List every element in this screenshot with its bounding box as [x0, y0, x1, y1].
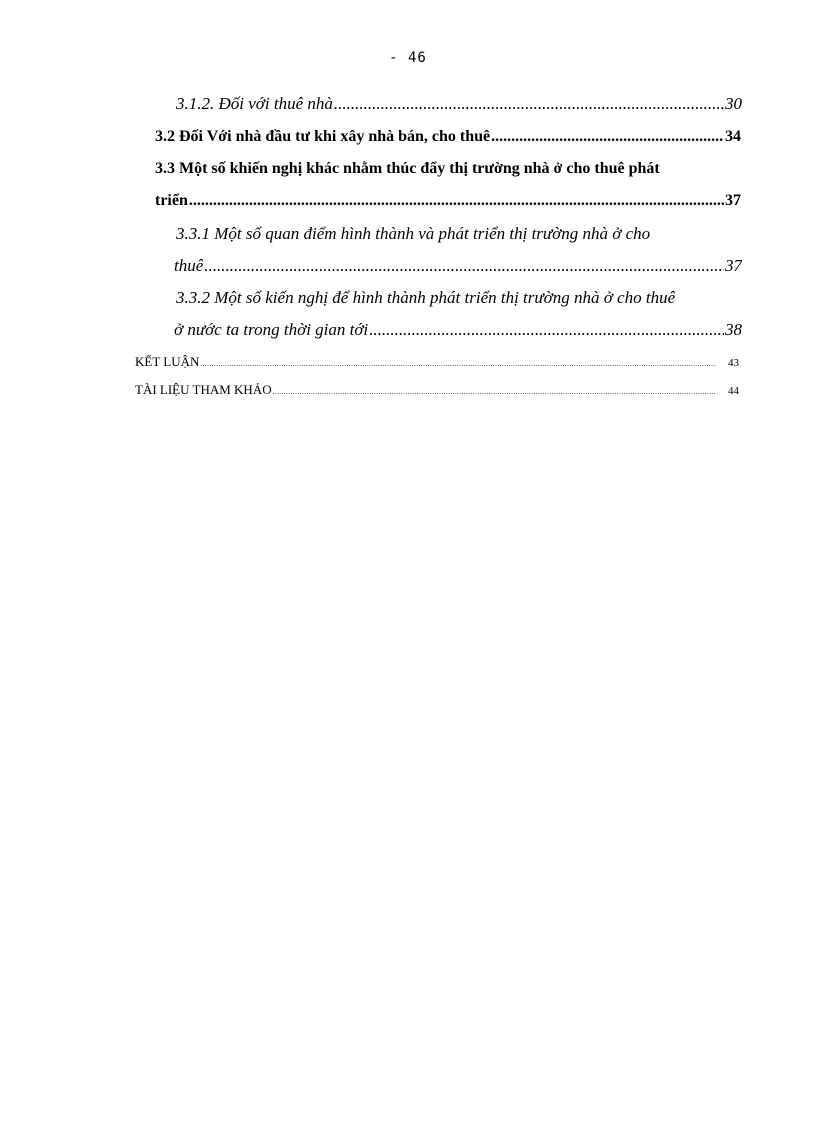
- toc-entry-3-3-2-line1[interactable]: 3.3.2 Một số kiến nghị để hình thành phát triển thị trường nhà ở cho thuê: [176, 288, 676, 307]
- toc-entry-ket-luan[interactable]: [135, 354, 739, 370]
- dot-leader: [189, 192, 724, 210]
- dot-leader: [204, 256, 724, 276]
- toc-entry-tai-lieu-tham-khao[interactable]: [135, 382, 739, 398]
- toc-entry-label: ở nước ta trong thời gian tới: [174, 320, 369, 339]
- dot-leader: [369, 320, 724, 340]
- toc-entry-3-3-2[interactable]: [174, 320, 742, 340]
- toc-entry-page: 37: [725, 256, 742, 275]
- toc-entry-label: 3.2 Đối Với nhà đầu tư khi xây nhà bán, cho thuê: [155, 128, 491, 145]
- dot-leader: [491, 128, 724, 146]
- toc-entry-3-3-line1[interactable]: 3.3 Một số khiến nghị khác nhằm thúc đẩy thị trường nhà ở cho thuê phát: [155, 160, 660, 177]
- dot-leader: [334, 94, 724, 114]
- page-number: - 46: [389, 50, 427, 66]
- toc-entry-label: thuê: [174, 256, 204, 275]
- toc-entry-page: 30: [725, 94, 742, 113]
- toc-entry-3-2[interactable]: [155, 128, 741, 146]
- toc-entry-label: TÀI LIỆU THAM KHẢO: [135, 382, 272, 397]
- toc-entry-label: 3.1.2. Đối với thuê nhà: [176, 94, 333, 113]
- toc-entry-page: 38: [725, 320, 742, 339]
- toc-entry-3-3-1-line1[interactable]: 3.3.1 Một số quan điểm hình thành và phát triển thị trường nhà ở cho: [176, 224, 651, 243]
- dot-leader: [200, 360, 715, 368]
- toc-entry-3-3-1[interactable]: [174, 256, 742, 276]
- toc-entry-label: triển: [155, 192, 188, 209]
- toc-entry-page: 44: [728, 385, 739, 397]
- toc-entry-page: 37: [725, 192, 741, 209]
- toc-entry-page: 43: [728, 357, 739, 369]
- toc-entry-page: 34: [725, 128, 741, 145]
- dot-leader: [273, 388, 715, 396]
- toc-entry-3-1-2[interactable]: [176, 94, 742, 114]
- toc-entry-3-3[interactable]: [155, 192, 741, 210]
- toc-entry-label: KẾT LUẬN: [135, 354, 200, 369]
